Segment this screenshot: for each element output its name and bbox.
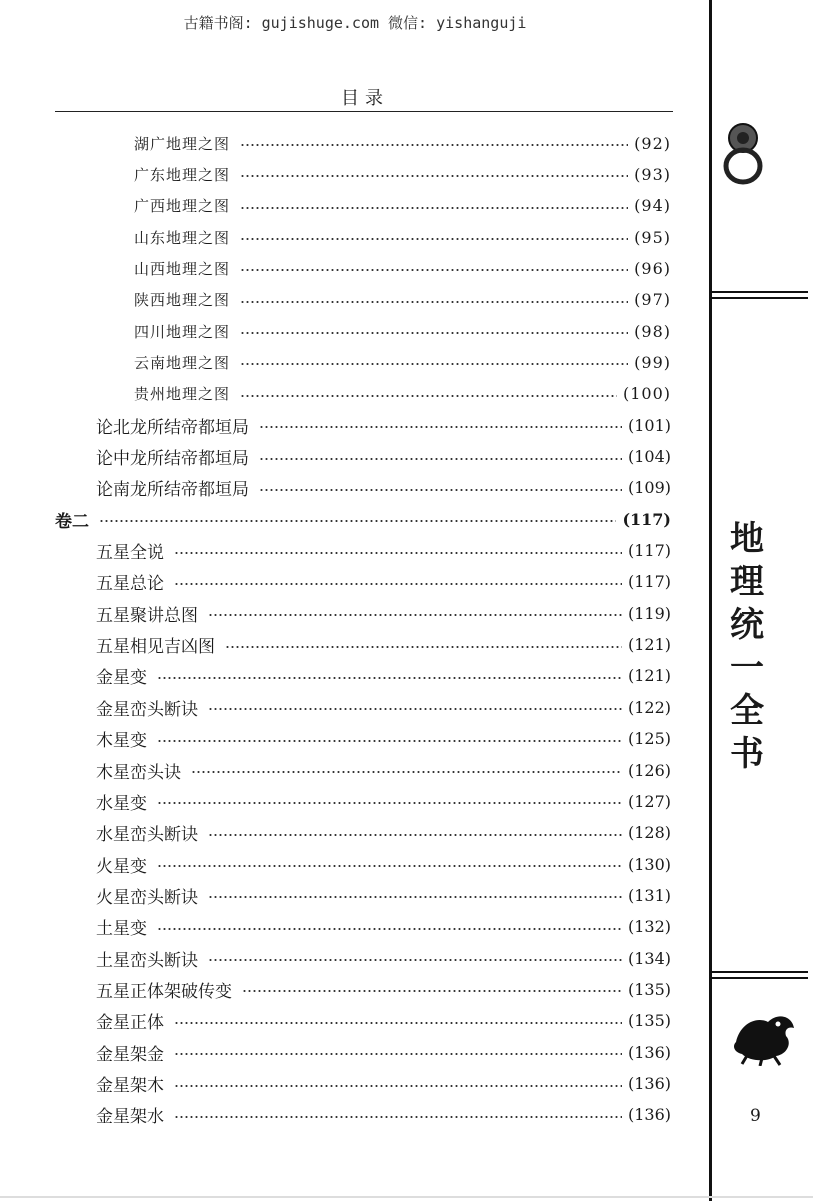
toc-entry-page: (94)	[634, 196, 671, 216]
toc-entry	[96, 694, 671, 720]
toc-entry-page: (126)	[627, 760, 671, 780]
toc-entry-title: 金星架金	[96, 1044, 164, 1065]
dot-leader	[157, 802, 622, 804]
dot-leader	[157, 865, 622, 867]
dot-leader	[208, 708, 622, 710]
dot-leader	[240, 144, 628, 146]
dot-leader	[225, 646, 622, 648]
toc-entry-title: 五星聚讲总图	[96, 605, 198, 626]
toc-entry-title: 金星峦头断诀	[96, 699, 198, 720]
dot-leader	[240, 207, 628, 209]
toc-entry-page: (121)	[627, 666, 671, 686]
toc-entry-page: (135)	[627, 979, 671, 999]
toc-entry	[96, 1071, 671, 1097]
toc-entry-page: (92)	[634, 133, 671, 153]
toc-entry-title: 论北龙所结帝都垣局	[96, 417, 249, 438]
dot-leader	[259, 426, 622, 428]
toc-entry-page: (93)	[634, 164, 671, 184]
toc-entry-page: (109)	[627, 478, 671, 498]
toc-entry-page: (119)	[627, 603, 671, 623]
dot-leader	[240, 269, 628, 271]
dot-leader	[174, 1053, 622, 1055]
dragon-emblem-icon	[728, 1002, 800, 1066]
toc-entry-title: 湖广地理之图	[134, 134, 231, 153]
toc-entry-page: (136)	[627, 1074, 671, 1093]
book-title: 地 理 统 一 全 书	[730, 519, 764, 774]
toc-entry-title: 山西地理之图	[134, 259, 231, 278]
toc-entry-page: (125)	[627, 729, 671, 749]
dot-leader	[240, 332, 628, 334]
toc-entry-page: (136)	[627, 1042, 671, 1062]
dot-leader	[174, 1085, 622, 1087]
toc-entry	[55, 506, 671, 532]
toc-entry	[96, 820, 671, 846]
toc-entry	[96, 1039, 671, 1065]
toc-entry	[96, 600, 671, 626]
toc-entry-title: 水星变	[96, 793, 147, 814]
toc-entry-page: (101)	[627, 415, 671, 435]
toc-entry-page: (127)	[627, 791, 671, 811]
toc-entry-page: (134)	[627, 948, 671, 968]
toc-entry-page: (117)	[627, 541, 671, 561]
toc-entry	[134, 161, 671, 187]
toc-entry	[96, 1008, 671, 1034]
site-banner: 古籍书阁: gujishuge.com 微信: yishanguji	[183, 14, 527, 32]
toc-entry	[96, 914, 671, 940]
toc-entry	[96, 412, 671, 438]
toc-entry-title: 水星峦头断诀	[96, 825, 198, 846]
toc-entry	[96, 976, 671, 1002]
toc-entry-title: 论中龙所结帝都垣局	[96, 449, 249, 469]
toc-entry-page: (100)	[622, 384, 671, 404]
toc-entry-title: 论南龙所结帝都垣局	[96, 480, 249, 501]
toc-entry	[96, 882, 671, 908]
dot-leader	[191, 771, 622, 773]
dot-leader	[157, 677, 622, 679]
toc-entry-title: 金星架木	[96, 1076, 164, 1096]
toc-entry	[96, 726, 671, 752]
dot-leader	[240, 238, 628, 240]
toc-entry	[96, 1102, 671, 1128]
toc-entry-title: 陕西地理之图	[134, 291, 231, 310]
toc-entry	[96, 538, 671, 564]
toc-entry-page: (117)	[622, 509, 671, 529]
toc-entry-title: 金星架水	[96, 1107, 164, 1128]
toc-heading: 目录	[341, 88, 389, 109]
dot-leader	[157, 740, 622, 742]
toc-entry	[96, 757, 671, 783]
toc-entry-title: 火星变	[96, 856, 147, 877]
margin-rule	[709, 0, 712, 1201]
toc-entry-title: 五星总论	[96, 574, 164, 595]
toc-entry-title: 金星正体	[96, 1013, 164, 1034]
toc-entry	[134, 193, 671, 219]
toc-entry-title: 五星正体架破传变	[96, 981, 232, 1002]
toc-entry-title: 火星峦头断诀	[96, 887, 198, 908]
toc-entry-title: 贵州地理之图	[134, 385, 231, 404]
toc-entry-title: 金星变	[96, 668, 147, 689]
toc-entry-page: (98)	[634, 321, 671, 341]
toc-entry	[96, 475, 671, 501]
toc-entry	[134, 349, 671, 375]
toc-entry-page: (96)	[634, 258, 671, 278]
toc-entry	[134, 224, 671, 250]
page-bottom-edge	[0, 1196, 813, 1198]
dot-leader	[208, 896, 622, 898]
toc-entry	[134, 255, 671, 281]
dot-leader	[259, 458, 622, 460]
toc-entry-page: (131)	[627, 885, 671, 905]
toc-entry	[96, 788, 671, 814]
toc-entry-title: 云南地理之图	[134, 353, 231, 372]
toc-entry-page: (132)	[627, 917, 671, 937]
dot-leader	[174, 583, 622, 585]
dot-leader	[174, 552, 622, 554]
dot-leader	[157, 928, 622, 930]
dot-leader	[208, 959, 622, 961]
toc-entry	[134, 318, 671, 344]
dot-leader	[240, 395, 617, 397]
heading-rule	[55, 111, 673, 112]
dot-leader	[242, 990, 622, 992]
toc-entry-title: 四川地理之图	[134, 322, 231, 341]
toc-entry	[96, 663, 671, 689]
toc-entry-page: (117)	[627, 572, 671, 592]
toc-entry-title: 木星变	[96, 731, 147, 752]
toc-entry	[96, 851, 671, 877]
toc-entry-title: 广东地理之图	[134, 165, 231, 184]
dot-leader	[240, 301, 628, 303]
toc-entry	[96, 632, 671, 658]
toc-entry-title: 土星变	[96, 919, 147, 940]
toc-entry-page: (135)	[627, 1011, 671, 1031]
toc-entry-page: (95)	[634, 227, 671, 247]
door-knocker-icon	[718, 118, 768, 188]
toc-entry-title: 土星峦头断诀	[96, 950, 198, 971]
toc-entry-title: 木星峦头诀	[96, 762, 181, 783]
toc-entry	[134, 130, 671, 156]
toc-entry-page: (130)	[627, 854, 671, 874]
toc-entry-title: 五星全说	[96, 543, 164, 564]
toc-entry-page: (122)	[627, 697, 671, 717]
divider-lower	[711, 971, 808, 979]
toc-entry-page: (104)	[627, 447, 671, 466]
toc-entry-title: 卷二	[55, 511, 89, 532]
dot-leader	[99, 520, 616, 522]
toc-entry	[96, 569, 671, 595]
toc-entry-page: (121)	[627, 635, 671, 655]
toc-entry-page: (128)	[627, 823, 671, 843]
dot-leader	[259, 489, 622, 491]
dot-leader	[174, 1022, 622, 1024]
toc-entry	[134, 287, 671, 313]
toc-entry-title: 山东地理之图	[134, 228, 231, 247]
toc-entry	[96, 444, 671, 470]
dot-leader	[208, 614, 622, 616]
toc-entry-title: 广西地理之图	[134, 197, 231, 216]
toc-entry	[134, 381, 671, 407]
page-number: 9	[750, 1106, 761, 1126]
toc-entry-title: 五星相见吉凶图	[96, 637, 215, 658]
dot-leader	[240, 363, 628, 365]
dot-leader	[240, 175, 628, 177]
toc-entry-page: (97)	[634, 290, 671, 310]
divider-upper	[711, 291, 808, 299]
toc-entry	[96, 945, 671, 971]
toc-entry-page: (99)	[634, 352, 671, 372]
toc-entry-page: (136)	[627, 1105, 671, 1125]
dot-leader	[174, 1116, 622, 1118]
dot-leader	[208, 834, 622, 836]
